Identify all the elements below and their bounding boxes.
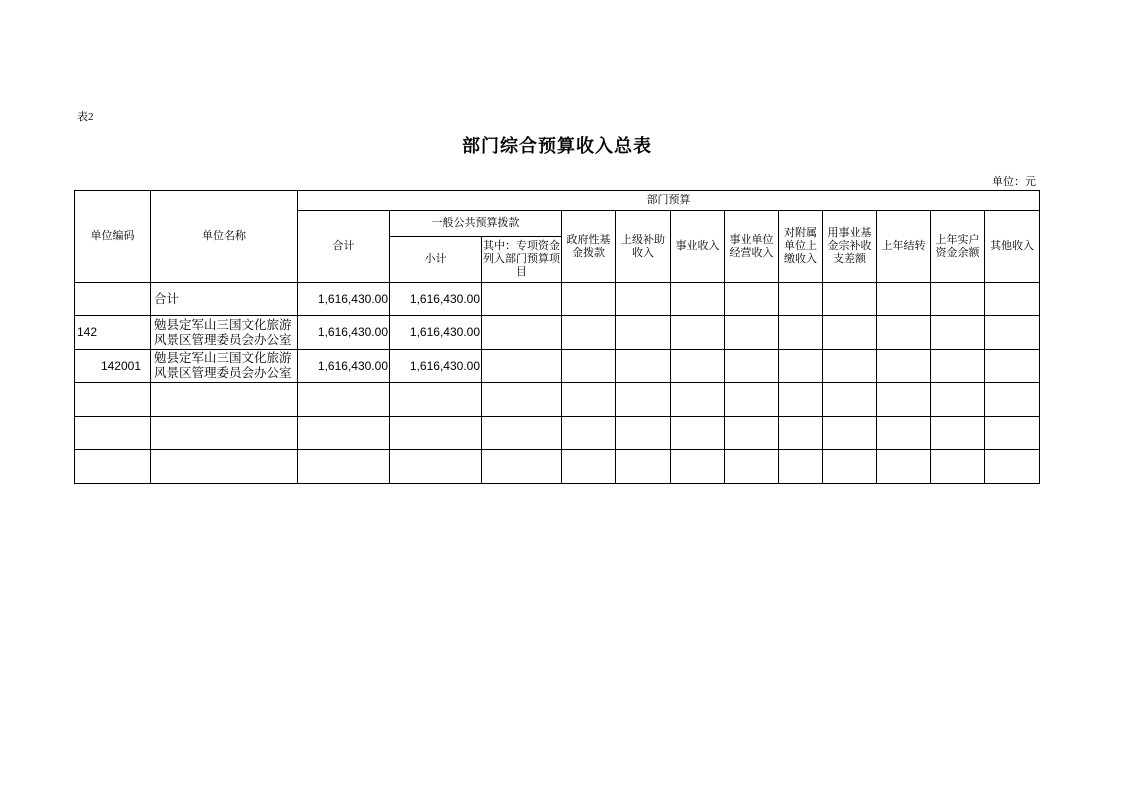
cell-unit-name [151,450,298,484]
cell-total: 1,616,430.00 [298,350,390,383]
table-row [75,283,1040,316]
cell-subtotal [390,383,482,417]
cell-business-income [671,450,725,484]
cell-special-funds [482,316,562,350]
cell-unit-code [75,450,151,484]
cell-unit-code [75,283,151,316]
cell-business-income [671,417,725,450]
header-special-funds: 其中：专项资金列入部门预算项目 [482,237,562,283]
table-number: 表2 [77,111,94,123]
table-body [75,283,1040,484]
cell-unit-code [75,383,151,417]
cell-gov-fund [562,383,616,417]
cell-superior-subsidy [616,417,671,450]
cell-business-unit-operating [725,316,779,350]
cell-subtotal [390,450,482,484]
cell-gov-fund [562,450,616,484]
cell-business-unit-operating [725,383,779,417]
cell-unit-code: 142001 [75,350,151,383]
cell-other-income [985,316,1040,350]
cell-unit-name: 勉县定军山三国文化旅游风景区管理委员会办公室 [151,350,298,383]
cell-business-income [671,350,725,383]
cell-total [298,383,390,417]
cell-business-income [671,283,725,316]
cell-unit-name [151,383,298,417]
header-prior-balance: 上年实户资金余额 [931,211,985,283]
cell-prior-carryover [877,316,931,350]
cell-unit-code: 142 [75,316,151,350]
header-business-fund-offset: 用事业基金宗补收支差额 [823,211,877,283]
cell-prior-carryover [877,417,931,450]
cell-business-unit-operating [725,350,779,383]
cell-business-fund-offset [823,316,877,350]
cell-gov-fund [562,417,616,450]
cell-subtotal: 1,616,430.00 [390,316,482,350]
page-title: 部门综合预算收入总表 [462,136,652,156]
header-total: 合计 [298,211,390,283]
header-dept-budget: 部门预算 [298,191,1040,211]
cell-business-fund-offset [823,350,877,383]
cell-prior-balance [931,316,985,350]
cell-other-income [985,417,1040,450]
cell-other-income [985,283,1040,316]
budget-income-table [74,190,1040,484]
cell-affiliated-remit [779,450,823,484]
cell-unit-name: 勉县定军山三国文化旅游风景区管理委员会办公室 [151,316,298,350]
cell-business-fund-offset [823,283,877,316]
cell-prior-carryover [877,450,931,484]
cell-business-fund-offset [823,450,877,484]
header-subtotal: 小计 [390,237,482,283]
cell-business-income [671,383,725,417]
table-row [75,450,1040,484]
cell-superior-subsidy [616,450,671,484]
header-unit-name: 单位名称 [151,191,298,283]
cell-superior-subsidy [616,316,671,350]
cell-subtotal: 1,616,430.00 [390,283,482,316]
cell-special-funds [482,450,562,484]
cell-other-income [985,450,1040,484]
header-business-unit-operating: 事业单位经营收入 [725,211,779,283]
header-business-income: 事业收入 [671,211,725,283]
cell-prior-balance [931,383,985,417]
cell-total [298,417,390,450]
cell-subtotal [390,417,482,450]
cell-affiliated-remit [779,283,823,316]
cell-subtotal: 1,616,430.00 [390,350,482,383]
header-row [75,191,1040,211]
cell-business-unit-operating [725,417,779,450]
cell-prior-balance [931,450,985,484]
header-general-public-budget: 一般公共预算拨款 [390,211,562,237]
table-row [75,350,1040,383]
cell-prior-carryover [877,350,931,383]
cell-prior-balance [931,350,985,383]
cell-superior-subsidy [616,283,671,316]
cell-special-funds [482,417,562,450]
cell-business-unit-operating [725,283,779,316]
cell-special-funds [482,383,562,417]
cell-gov-fund [562,316,616,350]
cell-other-income [985,383,1040,417]
cell-other-income [985,350,1040,383]
cell-unit-name [151,417,298,450]
cell-total [298,450,390,484]
cell-business-unit-operating [725,450,779,484]
cell-special-funds [482,283,562,316]
cell-prior-carryover [877,283,931,316]
cell-business-fund-offset [823,417,877,450]
cell-prior-carryover [877,383,931,417]
cell-unit-code [75,417,151,450]
header-unit-code: 单位编码 [75,191,151,283]
table-row [75,383,1040,417]
header-prior-carryover: 上年结转 [877,211,931,283]
header-gov-fund: 政府性基金拨款 [562,211,616,283]
cell-superior-subsidy [616,350,671,383]
cell-business-income [671,316,725,350]
cell-unit-name: 合计 [151,283,298,316]
cell-affiliated-remit [779,350,823,383]
cell-total: 1,616,430.00 [298,316,390,350]
cell-business-fund-offset [823,383,877,417]
cell-gov-fund [562,350,616,383]
header-affiliated-remit: 对附属单位上缴收入 [779,211,823,283]
cell-prior-balance [931,283,985,316]
cell-superior-subsidy [616,383,671,417]
cell-total: 1,616,430.00 [298,283,390,316]
cell-affiliated-remit [779,316,823,350]
table-header [75,191,1040,283]
header-superior-subsidy: 上级补助收入 [616,211,671,283]
table-row [75,316,1040,350]
cell-affiliated-remit [779,417,823,450]
cell-gov-fund [562,283,616,316]
table-row [75,417,1040,450]
header-other-income: 其他收入 [985,211,1040,283]
cell-prior-balance [931,417,985,450]
cell-special-funds [482,350,562,383]
cell-affiliated-remit [779,383,823,417]
unit-label: 单位：元 [992,176,1036,188]
